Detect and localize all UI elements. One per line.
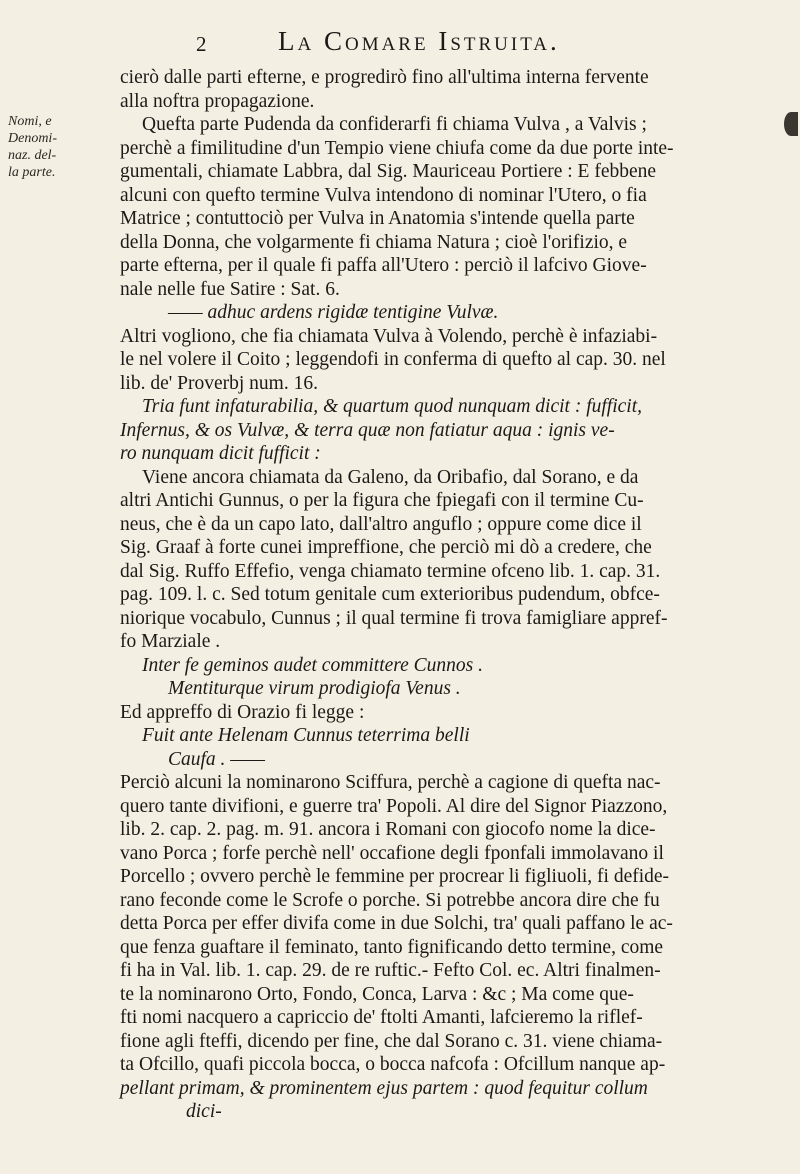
text-line: parte efterna, per il quale fi paffa all'Utero : perciò il lafcivo Giove-	[120, 255, 647, 276]
page-header	[0, 18, 800, 58]
text-line: ta Ofcillo, quafi piccola bocca, o bocca nafcofa : Ofcillum nanque ap-	[120, 1054, 666, 1075]
text-line: Matrice ; contuttociò per Vulva in Anatomia s'intende quella parte	[120, 208, 635, 229]
text-line: que fenza guaftare il feminato, tanto fignificando detto termine, come	[120, 936, 664, 958]
text-line: lib. 2. cap. 2. pag. m. 91. ancora i Romani con giocofo nome la dice-	[120, 819, 656, 840]
text-line: ro nunquam dicit fufficit :	[120, 443, 321, 464]
text-line: —— adhuc ardens rigidæ tentigine Vulvæ.	[168, 302, 499, 323]
text-line: Ed appreffo di Orazio fi legge :	[120, 701, 365, 723]
text-line: detta Porca per effer divifa come in due Solchi, tra' quali paffano le ac-	[120, 913, 673, 934]
text-line: fti nomi nacquero a capriccio de' ftolti Amanti, lafcieremo la riflef-	[120, 1007, 643, 1028]
text-line: nale nelle fue Satire : Sat. 6.	[120, 278, 340, 300]
text-line: della Donna, che volgarmente fi chiama Natura ; cioè l'orifizio, e	[120, 231, 628, 253]
text-line: pag. 109. l. c. Sed totum genitale cum exterioribus pudendum, obfce-	[120, 584, 660, 605]
text-line: quero tante divifioni, e guerre tra' Popoli. Al dire del Signor Piazzono,	[120, 795, 668, 817]
margin-note	[8, 113, 74, 181]
text-line: dal Sig. Ruffo Effefio, venga chiamato termine ofceno lib. 1. cap. 31.	[120, 560, 661, 582]
text-line: pellant primam, & prominentem ejus partem : quod fequitur collum	[120, 1077, 648, 1099]
text-line: fo Marziale .	[120, 631, 221, 652]
margin-note-line: la parte.	[8, 165, 56, 180]
text-line: Caufa . ——	[168, 748, 265, 770]
text-line: Fuit ante Helenam Cunnus teterrima belli	[142, 725, 470, 746]
text-line: dici-	[186, 1101, 222, 1122]
margin-note-line: naz. del-	[8, 148, 57, 163]
page-number: 2	[196, 32, 207, 56]
text-line: alla noftra propagazione.	[120, 90, 315, 112]
text-line: Perciò alcuni la nominarono Sciffura, perchè a cagione di quefta nac-	[120, 772, 661, 793]
text-line: vano Porca ; forfe perchè nell' occafione degli fponfali immolavano il	[120, 842, 664, 864]
body-text	[120, 66, 780, 1124]
text-line: Inter fe geminos audet committere Cunnos .	[142, 654, 484, 676]
margin-note-line: Denomi-	[8, 131, 57, 146]
text-line: niorique vocabulo, Cunnus ; il qual termine fi trova famigliare appref-	[120, 607, 668, 629]
text-line: Tria funt infaturabilia, & quartum quod nunquam dicit : fufficit,	[142, 396, 642, 417]
text-line: gumentali, chiamate Labbra, dal Sig. Mauriceau Portiere : E febbene	[120, 161, 657, 182]
text-line: lib. de' Proverbj num. 16.	[120, 372, 318, 394]
text-line: altri Antichi Gunnus, o per la figura che fpiegafi con il termine Cu-	[120, 490, 644, 511]
text-line: Mentiturque virum prodigiofa Venus .	[168, 678, 461, 699]
text-line: cierò dalle parti efterne, e progredirò fino all'ultima interna fervente	[120, 67, 649, 88]
text-line: Porcello ; ovvero perchè le femmine per procrear li figliuoli, fi defide-	[120, 866, 670, 887]
text-line: neus, che è da un capo lato, dall'altro anguflo ; oppure come dice il	[120, 513, 642, 535]
text-line: Infernus, & os Vulvæ, & terra quæ non fatiatur aqua : ignis ve-	[120, 419, 615, 441]
text-line: Viene ancora chiamata da Galeno, da Oribafio, dal Sorano, e da	[142, 466, 639, 488]
running-title: La Comare Istruita.	[278, 26, 560, 56]
text-line: Sig. Graaf à forte cunei impreffione, che perciò mi dò a credere, che	[120, 537, 652, 558]
text-line: Altri vogliono, che fia chiamata Vulva à Volendo, perchè è infaziabi-	[120, 325, 658, 347]
text-line: fione agli fteffi, dicendo per fine, che dal Sorano c. 31. viene chiama-	[120, 1030, 663, 1052]
text-line: te la nominarono Orto, Fondo, Conca, Larva : &c ; Ma come que-	[120, 983, 634, 1005]
text-line: le nel volere il Coito ; leggendofi in conferma di quefto al cap. 30. nel	[120, 349, 666, 370]
text-line: alcuni con quefto termine Vulva intendono di nominar l'Utero, o fia	[120, 184, 647, 206]
text-line: Quefta parte Pudenda da confiderarfi fi chiama Vulva , a Valvis ;	[142, 114, 647, 135]
text-line: fi ha in Val. lib. 1. cap. 29. de re ruftic.- Fefto Col. ec. Altri finalmen-	[120, 960, 661, 981]
margin-note-line: Nomi, e	[8, 114, 52, 129]
text-line: rano feconde come le Scrofe o porche. Si potrebbe ancora dire che fu	[120, 889, 660, 911]
text-line: perchè a fimilitudine d'un Tempio viene chiufa come da due porte inte-	[120, 137, 674, 159]
page-edge-tab	[784, 112, 798, 136]
